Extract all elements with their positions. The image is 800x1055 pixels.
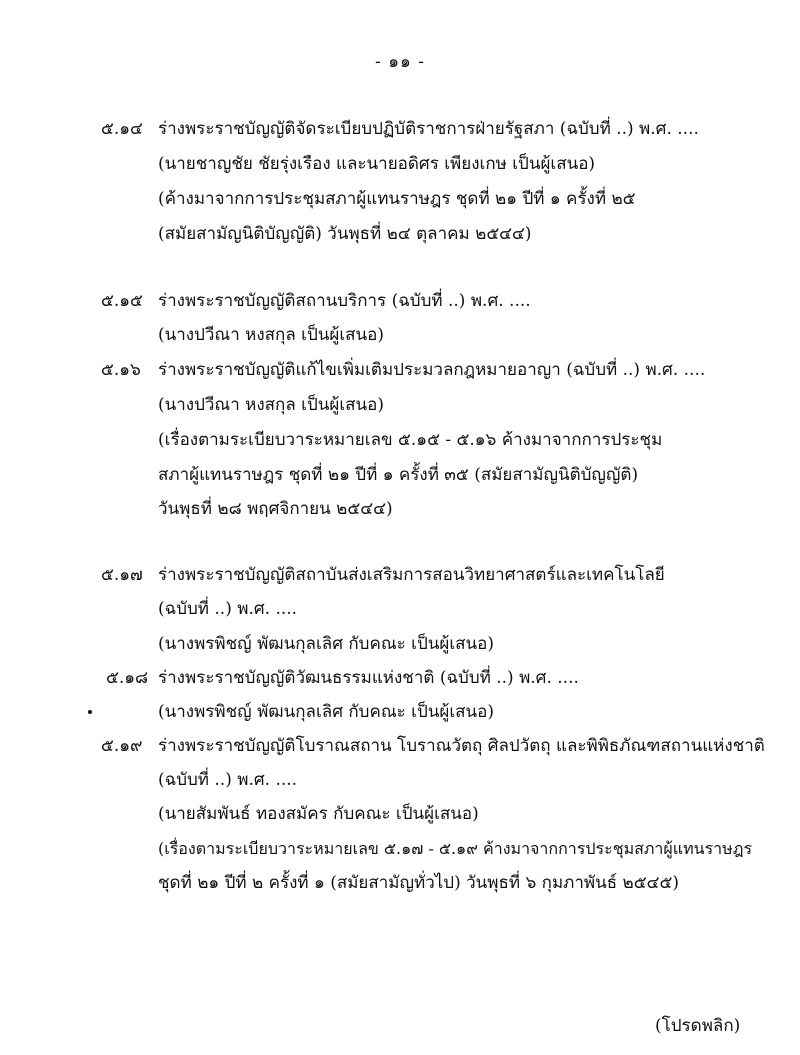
please-turn-over-note: (โปรดพลิก): [655, 1016, 741, 1036]
item-number: ๕.๑๖: [101, 360, 141, 380]
item-number: ๕.๑๕: [101, 291, 143, 311]
item-note: (เรื่องตามระเบียบวาระหมายเลข ๕.๑๕ - ๕.๑๖ ค้างมาจากการประชุม: [158, 430, 663, 450]
item-title: ร่างพระราชบัญญัติวัฒนธรรมแห่งชาติ (ฉบับที่ ..) พ.ศ. ....: [158, 668, 579, 688]
page-number: - ๑๑ -: [375, 52, 425, 72]
item-number: ๕.๑๗: [101, 565, 143, 585]
item-note: สภาผู้แทนราษฎร ชุดที่ ๒๑ ปีที่ ๑ ครั้งที่ ๓๕ (สมัยสามัญนิติบัญญัติ): [158, 465, 639, 485]
item-title: ร่างพระราชบัญญัติจัดระเบียบปฏิบัติราชการฝ่ายรัฐสภา (ฉบับที่ ..) พ.ศ. ....: [158, 119, 699, 139]
item-title: ร่างพระราชบัญญัติสถานบริการ (ฉบับที่ ..) พ.ศ. ....: [158, 291, 531, 311]
item-title: ร่างพระราชบัญญัติโบราณสถาน โบราณวัตถุ ศิลปวัตถุ และพิพิธภัณฑสถานแห่งชาติ: [158, 736, 765, 756]
item-note: (ค้างมาจากการประชุมสภาผู้แทนราษฎร ชุดที่ ๒๑ ปีที่ ๑ ครั้งที่ ๒๕: [158, 189, 636, 209]
item-proposer: (นางปวีณา หงสกุล เป็นผู้เสนอ): [158, 395, 384, 415]
item-number: ๕.๑๘: [106, 668, 149, 688]
item-note: (เรื่องตามระเบียบวาระหมายเลข ๕.๑๗ - ๕.๑๙ ค้างมาจากการประชุมสภาผู้แทนราษฎร: [158, 839, 753, 858]
item-title: ร่างพระราชบัญญัติสถาบันส่งเสริมการสอนวิทยาศาสตร์และเทคโนโลยี: [158, 565, 665, 585]
item-proposer: (นางพรพิชญ์ พัฒนกุลเลิศ กับคณะ เป็นผู้เสนอ): [158, 702, 494, 722]
item-title: ร่างพระราชบัญญัติแก้ไขเพิ่มเติมประมวลกฎหมายอาญา (ฉบับที่ ..) พ.ศ. ....: [158, 360, 706, 380]
item-note: วันพุธที่ ๒๘ พฤศจิกายน ๒๕๔๔): [158, 499, 393, 519]
item-proposer: (นายชาญชัย ชัยรุ่งเรือง และนายอดิศร เพียงเกษ เป็นผู้เสนอ): [158, 154, 596, 174]
item-note: (สมัยสามัญนิติบัญญัติ) วันพุธที่ ๒๔ ตุลาคม ๒๕๔๔): [158, 224, 532, 244]
item-title-cont: (ฉบับที่ ..) พ.ศ. ....: [158, 599, 298, 619]
item-note: ชุดที่ ๒๑ ปีที่ ๒ ครั้งที่ ๑ (สมัยสามัญทั่วไป) วันพุธที่ ๖ กุมภาพันธ์ ๒๕๔๕): [158, 873, 679, 893]
item-number: ๕.๑๔: [101, 119, 143, 139]
item-proposer: (นายสัมพันธ์ ทองสมัคร กับคณะ เป็นผู้เสนอ): [158, 804, 479, 824]
item-proposer: (นางพรพิชญ์ พัฒนกุลเลิศ กับคณะ เป็นผู้เสนอ): [158, 634, 494, 654]
item-proposer: (นางปวีณา หงสกุล เป็นผู้เสนอ): [158, 325, 384, 345]
stray-dot-mark: [88, 710, 92, 714]
item-number: ๕.๑๙: [101, 736, 143, 756]
item-title-cont: (ฉบับที่ ..) พ.ศ. ....: [158, 770, 298, 790]
